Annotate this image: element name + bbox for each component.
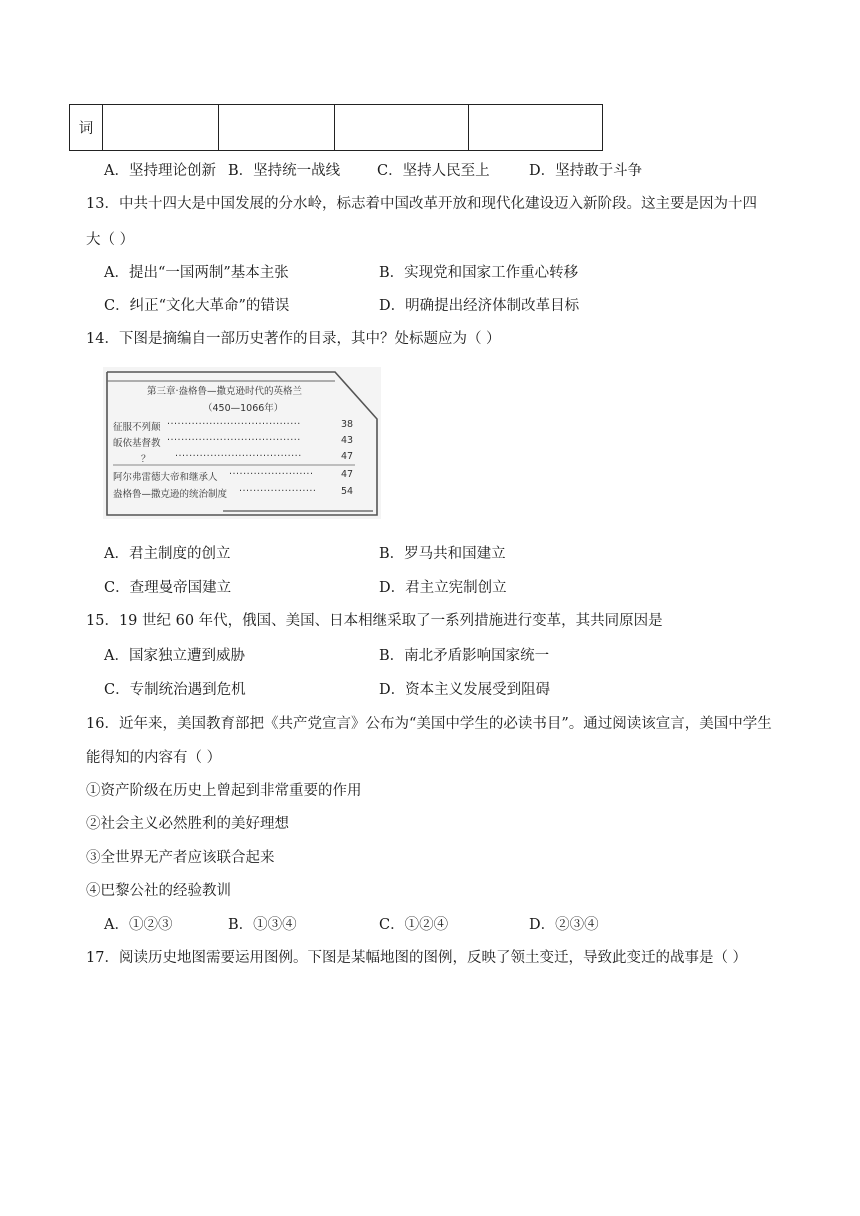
q15-option-c: C．专制统治遇到危机 — [104, 682, 246, 698]
q16-stem-line2: 能得知的内容有（ ） — [86, 750, 222, 766]
q12-option-c: C．坚持人民至上 — [377, 163, 490, 179]
toc-chapter-years: （450—1066年） — [203, 403, 284, 414]
q15-option-b: B．南北矛盾影响国家统一 — [379, 648, 550, 664]
q16-stem-line1: 16．近年来，美国教育部把《共产党宣言》公布为“美国中学生的必读书目”。通过阅读该宣言，美国中学生 — [86, 716, 772, 732]
q15-stem: 15．19 世纪 60 年代，俄国、美国、日本相继采取了一系列措施进行变革，其共同原因是 — [86, 613, 663, 629]
table-cell — [219, 105, 335, 151]
toc-entry-page: 54 — [341, 486, 354, 497]
toc-entry-label: 皈依基督教 — [113, 438, 161, 449]
q16-option-c: C．①②④ — [379, 917, 449, 933]
toc-entry-page: 38 — [341, 419, 354, 430]
toc-entry-page: 47 — [341, 451, 354, 462]
q16-item-2: ②社会主义必然胜利的美好理想 — [86, 816, 289, 832]
q16-item-4: ④巴黎公社的经验教训 — [86, 883, 231, 899]
q16-item-1: ①资产阶级在历史上曾起到非常重要的作用 — [86, 783, 362, 799]
toc-leader-dots: ···································· — [175, 451, 302, 462]
toc-entry-label: 征服不列颠 — [113, 422, 161, 433]
toc-entry-label: 阿尔弗雷德大帝和继承人 — [113, 472, 218, 483]
q14-option-d: D．君主立宪制创立 — [379, 580, 507, 596]
q14-option-b: B．罗马共和国建立 — [379, 546, 506, 562]
q13-option-c: C．纠正“文化大革命”的错误 — [104, 298, 290, 314]
toc-leader-dots: ······································ — [167, 435, 301, 446]
table-first-cell: 词 — [70, 105, 103, 151]
q16-option-d: D．②③④ — [529, 917, 599, 933]
toc-scan-image — [103, 367, 381, 519]
q12-option-a: A．坚持理论创新 — [104, 163, 216, 179]
toc-leader-dots: ······································ — [167, 419, 301, 430]
q14-stem: 14．下图是摘编自一部历史著作的目录，其中？处标题应为（ ） — [86, 331, 501, 347]
table-cell — [469, 105, 603, 151]
toc-entry-page: 47 — [341, 469, 354, 480]
toc-leader-dots: ······················ — [239, 486, 317, 497]
toc-entry-label: 盎格鲁—撒克逊的统治制度 — [113, 489, 228, 500]
q13-option-a: A．提出“一国两制”基本主张 — [104, 265, 289, 281]
q16-option-a: A．①②③ — [104, 917, 173, 933]
table-cell — [335, 105, 469, 151]
q14-option-a: A．君主制度的创立 — [104, 546, 231, 562]
q14-option-c: C．查理曼帝国建立 — [104, 580, 232, 596]
q13-stem-line2: 大（ ） — [86, 232, 135, 248]
q16-option-b: B．①③④ — [228, 917, 297, 933]
table-cell — [103, 105, 219, 151]
toc-chapter-title: 第三章·盎格鲁—撒克逊时代的英格兰 — [147, 386, 303, 397]
q13-option-d: D．明确提出经济体制改革目标 — [379, 298, 580, 314]
q12-option-d: D．坚持敢于斗争 — [529, 163, 643, 179]
q16-item-3: ③全世界无产者应该联合起来 — [86, 850, 275, 866]
toc-entry-page: 43 — [341, 435, 354, 446]
answer-table — [69, 104, 603, 151]
toc-leader-dots: ························ — [229, 469, 314, 480]
q12-option-b: B．坚持统一战线 — [228, 163, 341, 179]
q17-stem: 17．阅读历史地图需要运用图例。下图是某幅地图的图例，反映了领土变迁，导致此变迁的战事是（ ） — [86, 950, 748, 966]
toc-entry-label: ？ — [141, 454, 151, 465]
q15-option-d: D．资本主义发展受到阻碍 — [379, 682, 551, 698]
q13-option-b: B．实现党和国家工作重心转移 — [379, 265, 579, 281]
q15-option-a: A．国家独立遭到威胁 — [104, 648, 245, 664]
q13-stem-line1: 13．中共十四大是中国发展的分水岭，标志着中国改革开放和现代化建设迈入新阶段。这主要是因为十四 — [86, 196, 757, 212]
